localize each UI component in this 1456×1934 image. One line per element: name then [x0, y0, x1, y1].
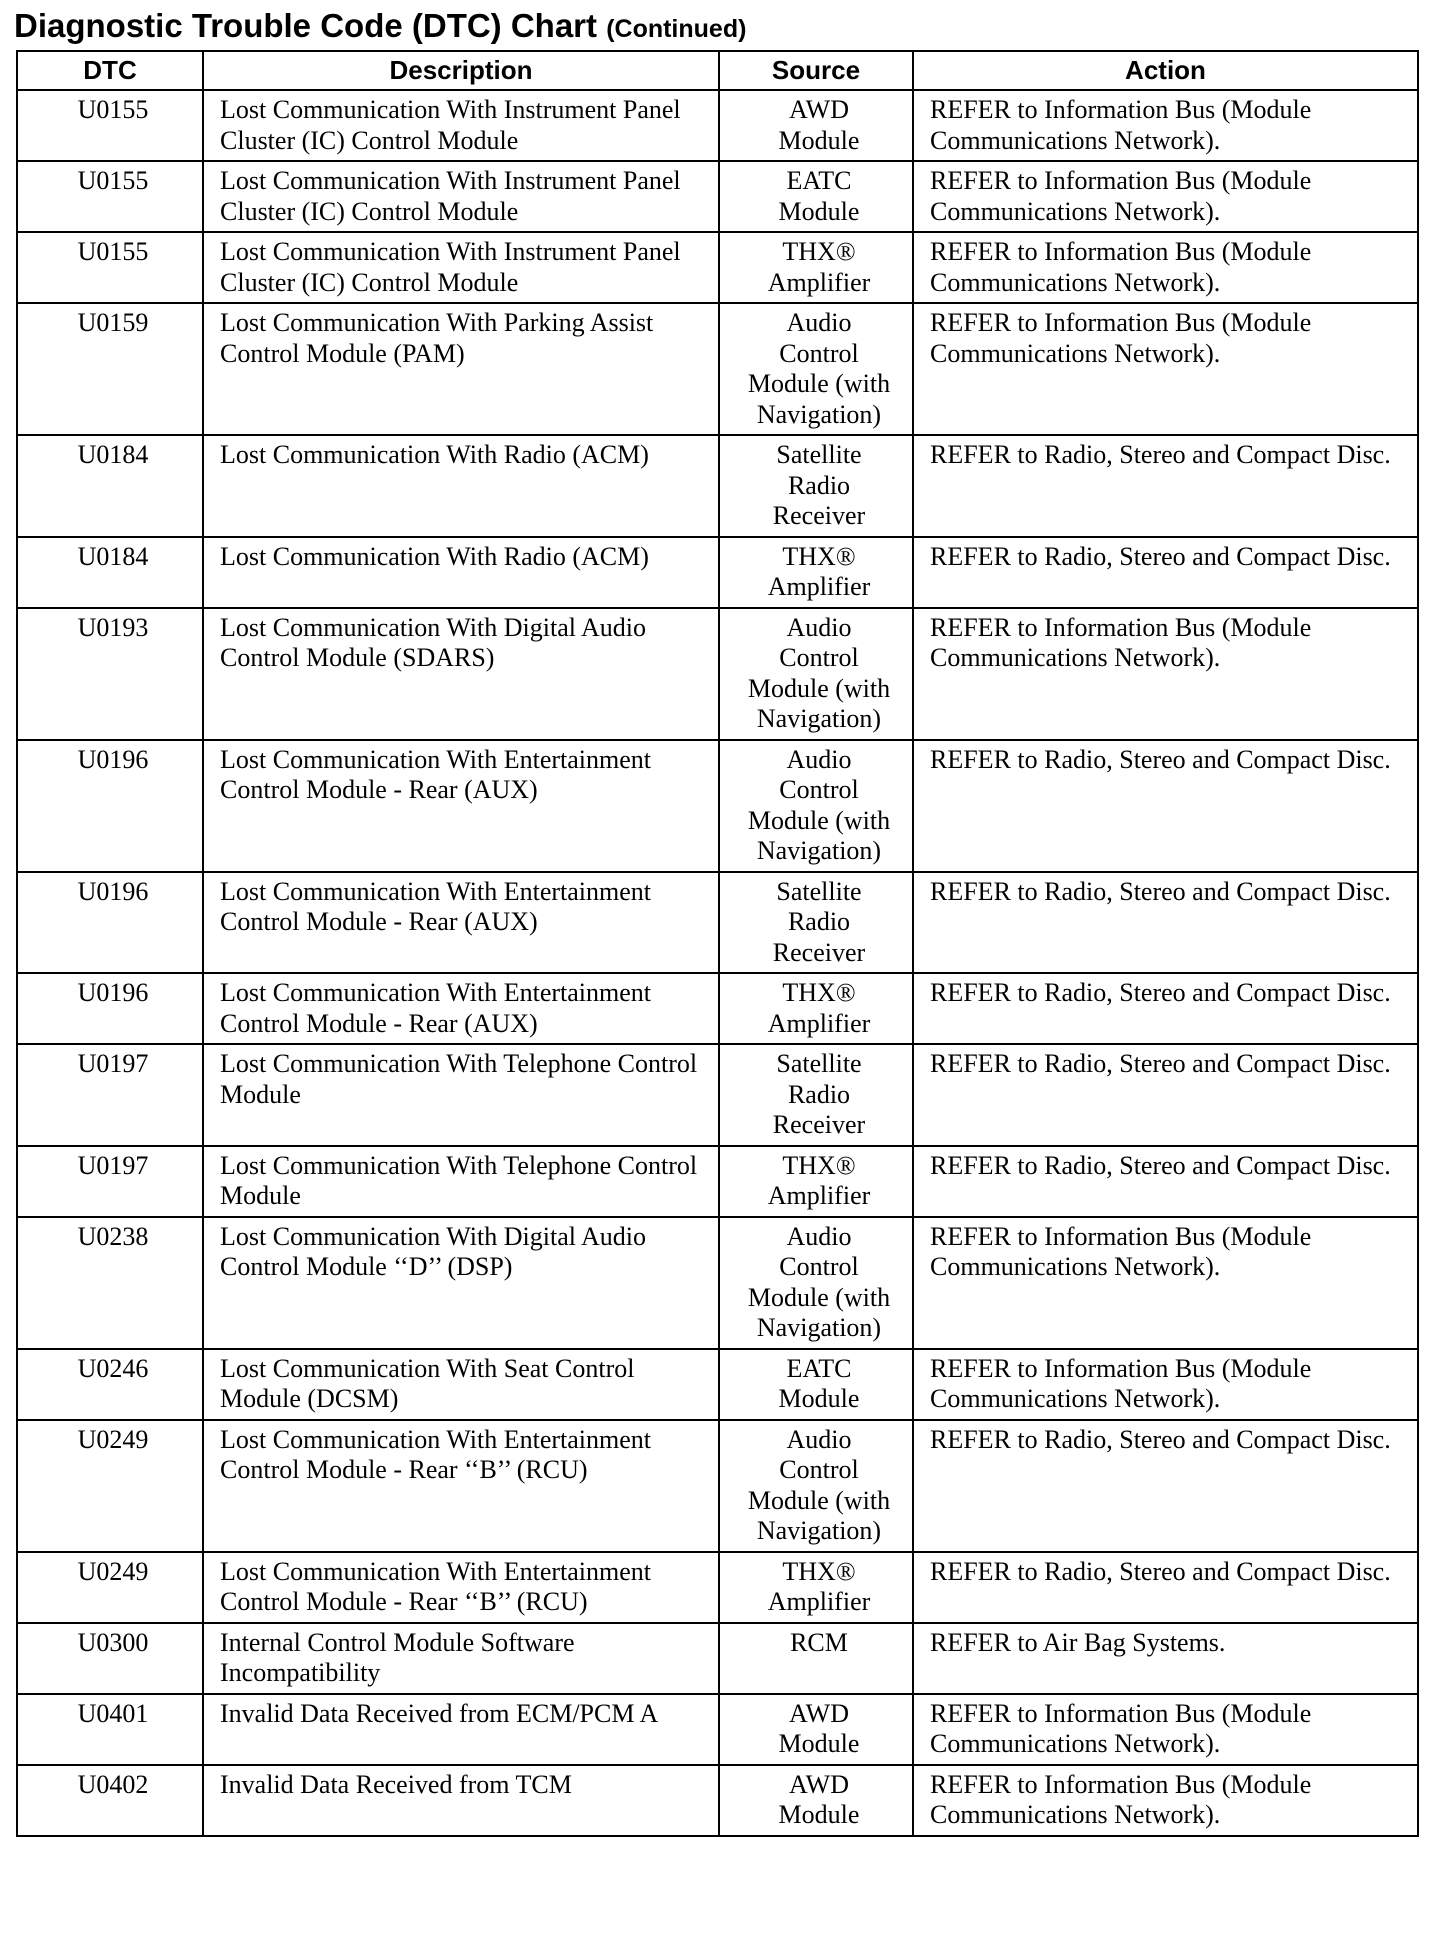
column-header-action: Action: [913, 51, 1418, 90]
dtc-code: U0184: [17, 435, 203, 537]
dtc-source: [719, 1694, 913, 1765]
dtc-action: REFER to Information Bus (Module Communications Network).: [913, 161, 1418, 232]
dtc-action: REFER to Radio, Stereo and Compact Disc.: [913, 973, 1418, 1044]
dtc-code: U0197: [17, 1146, 203, 1217]
dtc-action: REFER to Information Bus (Module Communications Network).: [913, 303, 1418, 435]
dtc-source-line: Navigation): [756, 399, 882, 429]
dtc-source-line: Receiver: [772, 501, 866, 530]
table-row: [17, 1217, 1418, 1349]
dtc-source-line: Satellite: [776, 1049, 862, 1078]
dtc-source-line: Control: [779, 338, 859, 368]
page-title: [14, 4, 746, 51]
dtc-source-line: Amplifier: [767, 572, 871, 601]
table-row: [17, 1623, 1418, 1694]
dtc-source: [719, 1765, 913, 1836]
table-row: [17, 161, 1418, 232]
page-title-suffix: (Continued): [606, 15, 747, 43]
dtc-action: REFER to Information Bus (Module Communications Network).: [913, 1217, 1418, 1349]
dtc-code: U0196: [17, 973, 203, 1044]
dtc-description: Lost Communication With Entertainment Control Module - Rear ‘‘B’’ (RCU): [203, 1552, 719, 1623]
dtc-source-line: Module: [778, 1384, 860, 1413]
dtc-source: [719, 1623, 913, 1694]
table-row: [17, 537, 1418, 608]
table-row: [17, 1694, 1418, 1765]
dtc-source-line: Radio: [787, 907, 851, 936]
dtc-source-line: Receiver: [772, 937, 866, 967]
dtc-source: [719, 1044, 913, 1146]
table-row: [17, 90, 1418, 161]
dtc-action: REFER to Information Bus (Module Communications Network).: [913, 608, 1418, 740]
dtc-source-line: RCM: [790, 1627, 848, 1657]
dtc-action: REFER to Information Bus (Module Communications Network).: [913, 90, 1418, 161]
dtc-code: U0193: [17, 608, 203, 740]
dtc-source: [719, 435, 913, 537]
dtc-source-line: Navigation): [756, 704, 882, 733]
dtc-source-line: THX®: [782, 237, 856, 266]
dtc-description: Lost Communication With Entertainment Control Module - Rear (AUX): [203, 872, 719, 974]
table-row: [17, 232, 1418, 303]
dtc-source-line: EATC: [786, 1353, 852, 1383]
dtc-action: REFER to Information Bus (Module Communications Network).: [913, 1349, 1418, 1420]
dtc-source: [719, 161, 913, 232]
dtc-description: Lost Communication With Radio (ACM): [203, 537, 719, 608]
dtc-action: REFER to Radio, Stereo and Compact Disc.: [913, 1420, 1418, 1552]
page-title-text: Diagnostic Trouble Code (DTC) Chart: [14, 7, 598, 44]
dtc-code: U0402: [17, 1765, 203, 1836]
dtc-source-line: Module: [778, 196, 860, 226]
dtc-source: [719, 608, 913, 740]
dtc-code: U0246: [17, 1349, 203, 1420]
dtc-description: Lost Communication With Entertainment Control Module - Rear (AUX): [203, 973, 719, 1044]
dtc-action: REFER to Air Bag Systems.: [913, 1623, 1418, 1694]
table-row: [17, 1349, 1418, 1420]
dtc-action: REFER to Information Bus (Module Communications Network).: [913, 232, 1418, 303]
dtc-description: Lost Communication With Telephone Control Module: [203, 1146, 719, 1217]
dtc-source-line: THX®: [782, 1556, 856, 1586]
dtc-description: Lost Communication With Instrument Panel Cluster (IC) Control Module: [203, 161, 719, 232]
dtc-description: Lost Communication With Digital Audio Control Module (SDARS): [203, 608, 719, 740]
dtc-source: [719, 1349, 913, 1420]
dtc-action: REFER to Information Bus (Module Communications Network).: [913, 1694, 1418, 1765]
dtc-source: [719, 740, 913, 872]
dtc-source: [719, 1217, 913, 1349]
dtc-action: REFER to Radio, Stereo and Compact Disc.: [913, 1146, 1418, 1217]
dtc-source-line: Module (with: [747, 1282, 891, 1312]
dtc-source-line: Amplifier: [767, 1587, 871, 1616]
dtc-description: Invalid Data Received from ECM/PCM A: [203, 1694, 719, 1765]
column-header-source: Source: [719, 51, 913, 90]
dtc-source-line: Receiver: [772, 1110, 866, 1139]
dtc-code: U0184: [17, 537, 203, 608]
dtc-description: Lost Communication With Telephone Control Module: [203, 1044, 719, 1146]
dtc-source-line: Audio: [786, 744, 852, 774]
dtc-description: Lost Communication With Parking Assist Control Module (PAM): [203, 303, 719, 435]
dtc-source: [719, 872, 913, 974]
dtc-source: [719, 1146, 913, 1217]
table-row: [17, 1146, 1418, 1217]
dtc-source: [719, 1552, 913, 1623]
dtc-source-line: AWD: [788, 95, 849, 124]
dtc-action: REFER to Radio, Stereo and Compact Disc.: [913, 1552, 1418, 1623]
dtc-code: U0159: [17, 303, 203, 435]
table-row: [17, 608, 1418, 740]
dtc-source-line: Audio: [786, 612, 852, 642]
dtc-source: [719, 1420, 913, 1552]
dtc-description: Lost Communication With Entertainment Control Module - Rear ‘‘B’’ (RCU): [203, 1420, 719, 1552]
dtc-source-line: Amplifier: [767, 267, 871, 297]
dtc-description: Invalid Data Received from TCM: [203, 1765, 719, 1836]
dtc-source-line: Control: [779, 643, 859, 672]
dtc-source-line: Satellite: [776, 876, 862, 906]
dtc-source-line: EATC: [786, 166, 852, 195]
dtc-source-line: AWD: [788, 1698, 849, 1728]
dtc-table: [16, 50, 1419, 1837]
dtc-source-line: Module (with: [747, 1485, 891, 1515]
column-header-dtc: DTC: [17, 51, 203, 90]
dtc-action: REFER to Information Bus (Module Communications Network).: [913, 1765, 1418, 1836]
dtc-source-line: Module: [778, 1800, 860, 1829]
dtc-source-line: THX®: [782, 1150, 856, 1180]
dtc-code: U0155: [17, 90, 203, 161]
dtc-description: Lost Communication With Digital Audio Control Module ‘‘D’’ (DSP): [203, 1217, 719, 1349]
dtc-code: U0196: [17, 872, 203, 974]
dtc-source-line: Audio: [786, 308, 852, 337]
dtc-source: [719, 232, 913, 303]
dtc-source-line: THX®: [782, 978, 856, 1007]
table-row: [17, 435, 1418, 537]
dtc-source-line: Navigation): [756, 1313, 882, 1342]
dtc-source-line: Module (with: [747, 369, 891, 398]
dtc-code: U0197: [17, 1044, 203, 1146]
dtc-source-line: Control: [779, 1252, 859, 1281]
dtc-source-line: Control: [779, 775, 859, 804]
dtc-code: U0300: [17, 1623, 203, 1694]
table-row: [17, 973, 1418, 1044]
dtc-source-line: Module (with: [747, 673, 891, 703]
dtc-source-line: Satellite: [776, 440, 862, 469]
dtc-source: [719, 537, 913, 608]
dtc-code: U0401: [17, 1694, 203, 1765]
dtc-action: REFER to Radio, Stereo and Compact Disc.: [913, 740, 1418, 872]
table-row: [17, 1420, 1418, 1552]
table-header-row: [17, 51, 1418, 90]
dtc-source-line: Amplifier: [767, 1181, 871, 1210]
dtc-source-line: Audio: [786, 1424, 852, 1454]
dtc-code: U0155: [17, 161, 203, 232]
dtc-source-line: Audio: [786, 1221, 852, 1251]
dtc-code: U0249: [17, 1420, 203, 1552]
dtc-source-line: Module (with: [747, 805, 891, 835]
dtc-source-line: Radio: [787, 470, 851, 500]
dtc-action: REFER to Radio, Stereo and Compact Disc.: [913, 1044, 1418, 1146]
dtc-source-line: Module: [778, 125, 860, 155]
dtc-source: [719, 90, 913, 161]
dtc-description: Lost Communication With Seat Control Module (DCSM): [203, 1349, 719, 1420]
dtc-source-line: AWD: [788, 1769, 849, 1799]
dtc-code: U0238: [17, 1217, 203, 1349]
column-header-description: Description: [203, 51, 719, 90]
dtc-description: Lost Communication With Radio (ACM): [203, 435, 719, 537]
dtc-code: U0196: [17, 740, 203, 872]
table-row: [17, 303, 1418, 435]
dtc-source-line: Amplifier: [767, 1008, 871, 1038]
dtc-action: REFER to Radio, Stereo and Compact Disc.: [913, 872, 1418, 974]
dtc-source: [719, 973, 913, 1044]
dtc-description: Lost Communication With Entertainment Control Module - Rear (AUX): [203, 740, 719, 872]
dtc-code: U0249: [17, 1552, 203, 1623]
table-row: [17, 1765, 1418, 1836]
table-row: [17, 1552, 1418, 1623]
dtc-description: Lost Communication With Instrument Panel Cluster (IC) Control Module: [203, 232, 719, 303]
table-row: [17, 872, 1418, 974]
table-row: [17, 740, 1418, 872]
dtc-code: U0155: [17, 232, 203, 303]
dtc-source-line: THX®: [782, 541, 856, 571]
table-row: [17, 1044, 1418, 1146]
dtc-description: Lost Communication With Instrument Panel Cluster (IC) Control Module: [203, 90, 719, 161]
dtc-source-line: Radio: [787, 1079, 851, 1109]
dtc-source-line: Navigation): [756, 1516, 882, 1545]
dtc-source: [719, 303, 913, 435]
dtc-action: REFER to Radio, Stereo and Compact Disc.: [913, 537, 1418, 608]
dtc-description: Internal Control Module Software Incompatibility: [203, 1623, 719, 1694]
dtc-source-line: Module: [778, 1729, 860, 1758]
dtc-source-line: Control: [779, 1455, 859, 1484]
dtc-source-line: Navigation): [756, 836, 882, 865]
table-body: [17, 90, 1418, 1836]
dtc-action: REFER to Radio, Stereo and Compact Disc.: [913, 435, 1418, 537]
